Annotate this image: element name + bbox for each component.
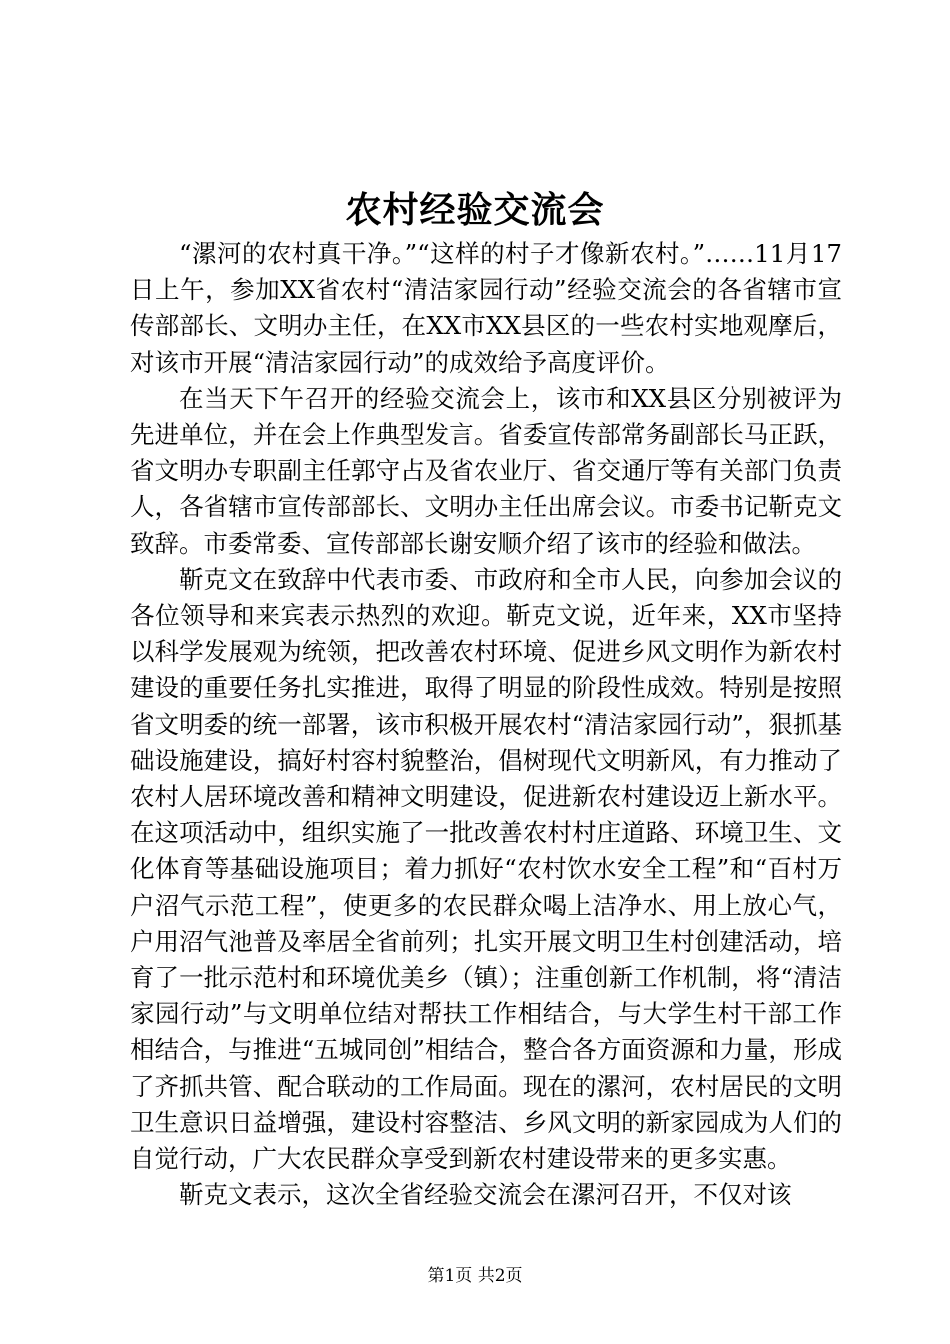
- page-number-footer: 第1页 共2页: [427, 1266, 523, 1286]
- paragraph-3: 靳克文在致辞中代表市委、市政府和全市人民，向参加会议的各位领导和来宾表示热烈的欢迎。靳克文说，近年来，XX市坚持以科学发展观为统领，把改善农村环境、促进乡风文明作为新农村建设的重要任务扎实推进，取得了明显的阶段性成效。特别是按照省文明委的统一部署，该市积极开展农村“清洁家园行动”，狠抓基础设施建设，搞好村容村貌整治，倡树现代文明新风，有力推动了农村人居环境改善和精神文明建设，促进新农村建设迈上新水平。在这项活动中，组织实施了一批改善农村村庄道路、环境卫生、文化体育等基础设施项目；着力抓好“农村饮水安全工程”和“百村万户沼气示范工程”，使更多的农民群众喝上洁净水、用上放心气，户用沼气池普及率居全省前列；扎实开展文明卫生村创建活动，培育了一批示范村和环境优美乡（镇）；注重创新工作机制，将“清洁家园行动”与文明单位结对帮扶工作相结合，与大学生村干部工作相结合，与推进“五城同创”相结合，整合各方面资源和力量，形成了齐抓共管、配合联动的工作局面。现在的漯河，农村居民的文明卫生意识日益增强，建设村容整洁、乡风文明的新家园成为人们的自觉行动，广大农民群众享受到新农村建设带来的更多实惠。: [130, 564, 842, 1174]
- paragraph-1: “漯河的农村真干净。”“这样的村子才像新农村。”……11月17日上午，参加XX省农村“清洁家园行动”经验交流会的各省辖市宣传部部长、文明办主任，在XX市XX县区的一些农村实地观摩后，对该市开展“清洁家园行动”的成效给予高度评价。: [130, 239, 842, 377]
- document-body: [130, 236, 842, 1213]
- paragraph-2: 在当天下午召开的经验交流会上，该市和XX县区分别被评为先进单位，并在会上作典型发言。省委宣传部常务副部长马正跃，省文明办专职副主任郭守占及省农业厅、省交通厅等有关部门负责人，各省辖市宣传部部长、文明办主任出席会议。市委书记靳克文致辞。市委常委、宣传部部长谢安顺介绍了该市的经验和做法。: [130, 383, 842, 558]
- document-title: 农村经验交流会: [345, 189, 605, 231]
- paragraph-4: 靳克文表示，这次全省经验交流会在漯河召开，不仅对该: [179, 1180, 792, 1210]
